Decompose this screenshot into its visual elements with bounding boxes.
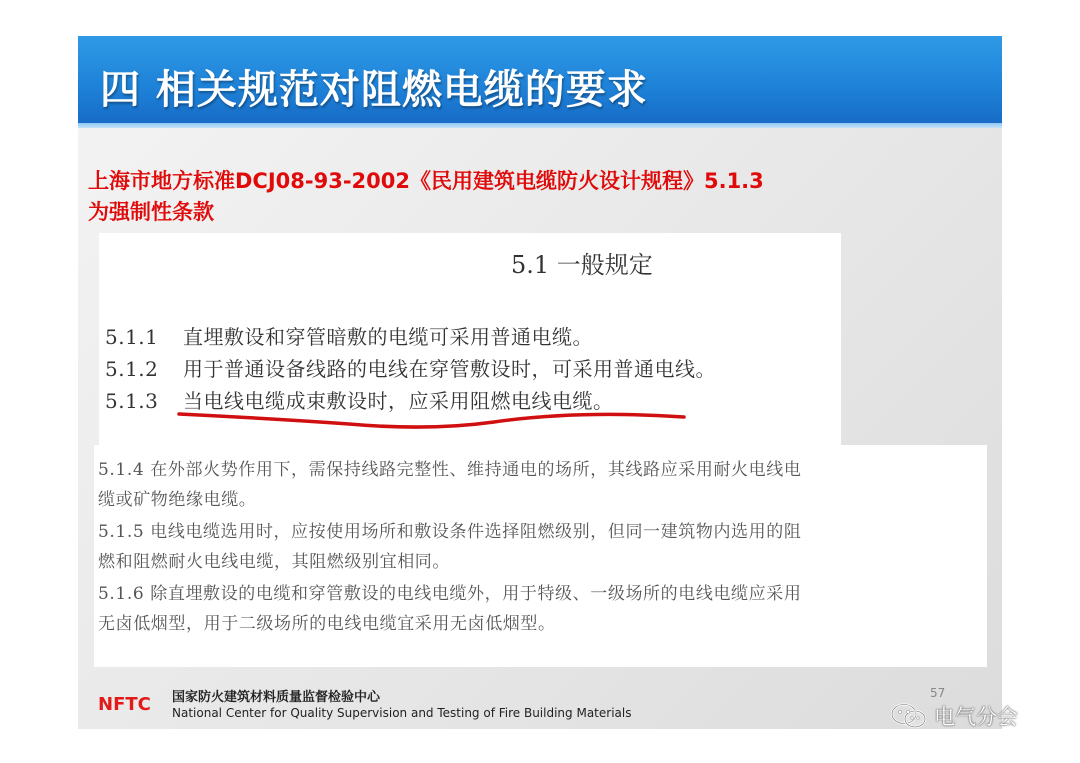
watermark-text: 电气分会 — [934, 705, 1018, 729]
wechat-icon — [890, 702, 928, 730]
clause-5-1-4-line-1: 5.1.4 在外部火势作用下，需保持线路完整性、维持通电的场所，其线路应采用耐火电线电 — [98, 460, 802, 480]
clause-text: 直埋敷设和穿管暗敷的电缆可采用普通电缆。 — [183, 325, 593, 349]
clause-number: 5.1.2 — [105, 357, 159, 381]
clause-number: 5.1.1 — [105, 325, 159, 349]
slide-title: 四 相关规范对阻燃电缆的要求 — [100, 67, 648, 113]
clause-5-1-6-line-1: 5.1.6 除直埋敷设的电缆和穿管敷设的电线电缆外，用于特级、一级场所的电线电缆应采用 — [98, 584, 802, 604]
watermark — [890, 701, 1060, 731]
subtitle-line-2: 为强制性条款 — [88, 200, 214, 224]
clause-text: 当电线电缆成束敷设时，应采用阻燃电线电缆。 — [183, 389, 614, 413]
nftc-logo: NFTC — [98, 694, 151, 715]
footer-org-chinese: 国家防火建筑材料质量监督检验中心 — [172, 690, 381, 705]
document-excerpt-bottom — [94, 445, 987, 667]
subtitle — [88, 166, 764, 228]
clause-5-1-4-line-2: 缆或矿物绝缘电缆。 — [98, 490, 257, 510]
section-heading: 5.1 一般规定 — [511, 251, 653, 279]
clause-text: 用于普通设备线路的电线在穿管敷设时，可采用普通电线。 — [183, 357, 716, 381]
clause-5-1-5-line-2: 燃和阻燃耐火电线电缆，其阻燃级别宜相同。 — [98, 552, 450, 572]
document-excerpt-top — [99, 233, 841, 461]
subtitle-line-1: 上海市地方标准DCJ08-93-2002《民用建筑电缆防火设计规程》5.1.3 — [88, 169, 764, 193]
red-underline-annotation — [99, 233, 841, 461]
page-number: 57 — [930, 686, 946, 700]
slide — [78, 36, 1002, 729]
title-bar — [78, 36, 1002, 128]
clause-5-1-6-line-2: 无卤低烟型，用于二级场所的电线电缆宜采用无卤低烟型。 — [98, 614, 556, 634]
footer-org-english: National Center for Quality Supervision and Testing of Fire Building Materials — [172, 706, 632, 720]
clause-number: 5.1.3 — [105, 389, 159, 413]
clause-5-1-5-line-1: 5.1.5 电线电缆选用时，应按使用场所和敷设条件选择阻燃级别，但同一建筑物内选用的阻 — [98, 522, 802, 542]
